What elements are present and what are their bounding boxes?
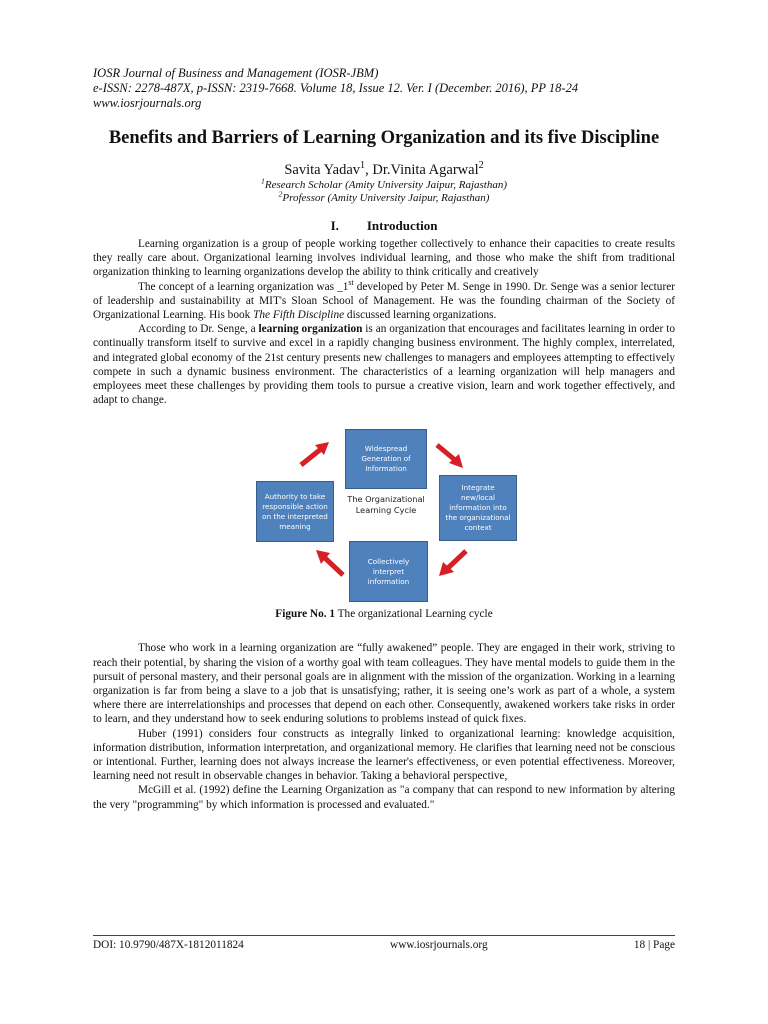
author-name: Savita Yadav — [284, 162, 361, 178]
affiliation — [93, 176, 675, 192]
cycle-box-left: Authority to take responsible action on the interpreted meaning — [256, 481, 334, 542]
learning-cycle-figure — [93, 429, 675, 602]
author-affiliation-mark: 1 — [360, 160, 366, 172]
affiliation-text: Research Scholar (Amity University Jaipur, Rajasthan) — [264, 179, 507, 191]
paragraph-text: discussed learning organizations. — [344, 309, 497, 322]
page-footer — [93, 935, 675, 951]
paragraph-text: is an organization that encourages and facilitates learning in order to continually transform itself to survive and excel in a rapidly changing business environment. The highly complex, interrelated, and integrated global economy of the 21st century presents new challenges to managers and employees attempting to effectively compete in such a dynamic business environment. The characteristics of a learning organization will help managers and employees meet these challenges by providing them tools to pursue a creative vision, learn and work together effectively, and adapt to change. — [93, 323, 675, 407]
paragraph-text: The concept of a learning organization was _1 — [138, 280, 349, 293]
section-number: I. — [330, 218, 339, 233]
journal-name: IOSR Journal of Business and Management (IOSR-JBM) — [93, 66, 379, 80]
cycle-box-top: Widespread Generation of Information — [345, 429, 427, 489]
paragraph: Those who work in a learning organization are “fully awakened” people. They are engaged in their work, striving to reach their potential, by sharing the vision of a worthy goal with team colleagues. They have mental models to guide them in the pursuit of personal mastery, and their personal goals are in alignment with the mission of the organization. Working in a learning organization is far from being a slave to a job that is unsatisfying; rather, it is seeing one’s work as part of a whole, a system where there are interrelationships and processes that depend on each other. Consequently, awakened workers take risks in order to learn, and they understand how to seek enduring solutions to problems instead of quick fixes. — [93, 642, 675, 726]
key-term: learning organization — [258, 323, 363, 336]
arrow-up-right-icon — [297, 439, 333, 469]
affiliation — [93, 189, 675, 205]
paragraph-text: developed by Peter M. Senge in 1990. Dr. Senge was a senior lecturer of leadership and sustainability at MIT's Sloan School of Management. He was the founding chairman of the Society of Organizational Learning. His book — [93, 280, 675, 322]
paragraph: Learning organization is a group of people working together collectively to enhance their capacities to create results they really care about. Organizational learning involves individual learning, and those who make the shift from traditional organization thinking to learning organizations develop the ability to think critically and creatively — [93, 238, 675, 279]
ordinal-mark: st — [348, 277, 354, 287]
arrow-down-right-icon — [433, 441, 467, 471]
journal-issn: e-ISSN: 2278-487X, p-ISSN: 2319-7668. Volume 18, Issue 12. Ver. I (December. 2016), PP 18-24 — [93, 81, 579, 95]
paragraph-text: According to Dr. Senge, a — [138, 323, 259, 336]
cycle-center-label: The Organizational Learning Cycle — [347, 494, 425, 516]
affiliation-text: Professor (Amity University Jaipur, Rajasthan) — [282, 192, 490, 204]
footer-doi: DOI: 10.9790/487X-1812011824 — [93, 939, 244, 951]
footer-website: www.iosrjournals.org — [390, 939, 488, 951]
arrow-down-left-icon — [436, 547, 470, 579]
cycle-box-right: Integrate new/local information into the organizational context — [439, 475, 517, 541]
arrow-up-left-icon — [313, 547, 347, 579]
author-affiliation-mark: 2 — [478, 160, 484, 172]
paper-title: Benefits and Barriers of Learning Organization and its five Discipline — [108, 128, 660, 148]
figure-caption — [93, 608, 675, 620]
paragraph — [93, 277, 675, 323]
journal-website: www.iosrjournals.org — [93, 96, 202, 110]
paragraph: McGill et al. (1992) define the Learning Organization as "a company that can respond to new information by altering the very "programming" by which information is processed and evaluated." — [93, 784, 675, 811]
section-title: Introduction — [366, 218, 438, 233]
paragraph: Huber (1991) considers four constructs as integrally linked to organizational learning: knowledge acquisition, information distribution, information interpretation, and organizational memory. He clarifies that learning need not be conscious or intentional. Further, learning does not always increase the learner's effectiveness, or even potential effectiveness. Moreover, learning need not result in observable changes in behavior. Taking a behavioral perspective, — [93, 727, 675, 783]
author-name: Dr.Vinita Agarwal — [372, 162, 479, 178]
section-heading — [93, 218, 675, 234]
affiliation-mark: 1 — [261, 176, 265, 186]
figure-label: Figure No. 1 — [275, 608, 336, 621]
article-page — [93, 66, 675, 812]
footer-page-number: 18 | Page — [633, 939, 675, 951]
cycle-box-bottom: Collectively interpret information — [349, 541, 428, 602]
paragraph — [93, 322, 675, 407]
author-separator: , — [365, 162, 373, 178]
author-line — [93, 161, 675, 179]
book-title: The Fifth Discipline — [253, 309, 345, 322]
figure-caption-text: The organizational Learning cycle — [335, 608, 493, 621]
affiliation-mark: 2 — [278, 189, 283, 199]
